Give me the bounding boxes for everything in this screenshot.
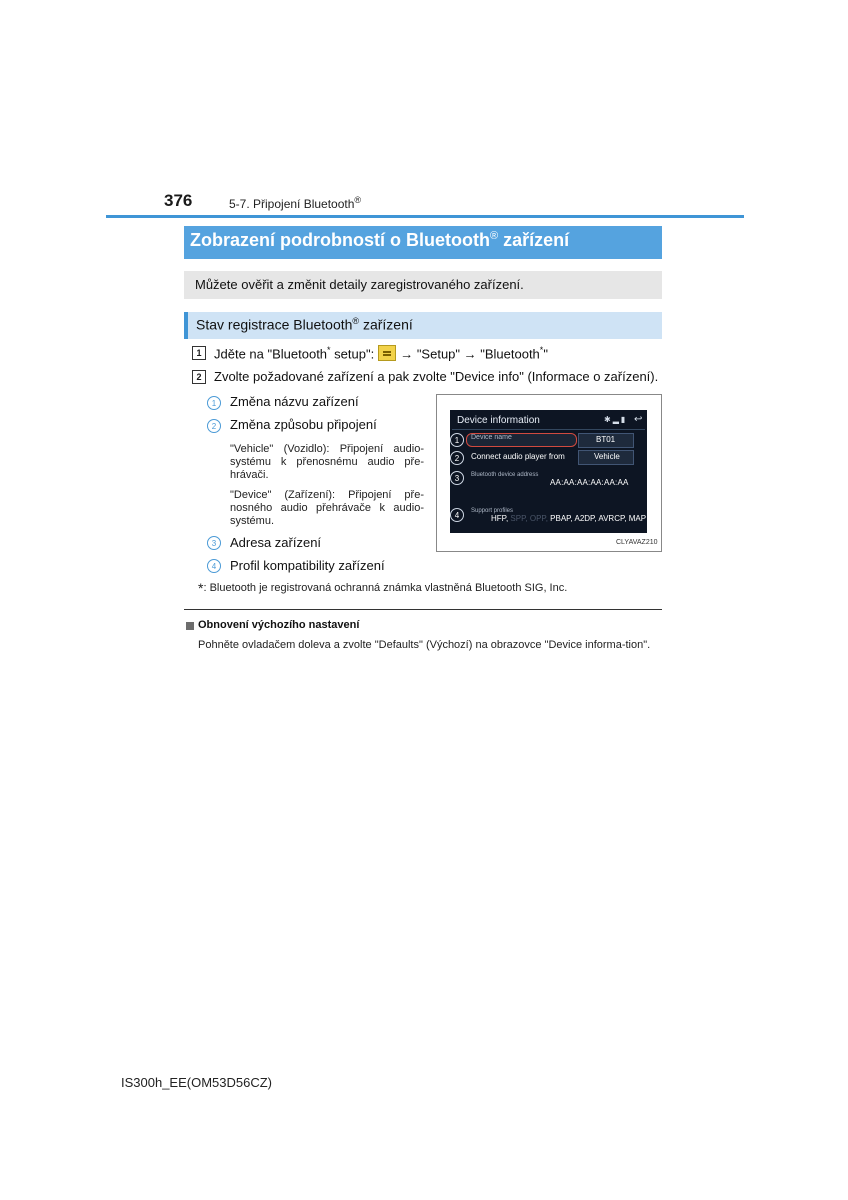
step-number-2: 2 <box>192 370 206 384</box>
subsection-registered-mark: ® <box>352 316 360 326</box>
subsection-title-text: Stav registrace Bluetooth <box>196 316 353 333</box>
device-name-value: BT01 <box>596 435 616 444</box>
step-number-1: 1 <box>192 346 206 360</box>
footnote-text: : Bluetooth je registrovaná ochranná známka vlastněná Bluetooth SIG, Inc. <box>203 582 568 594</box>
screen-marker-4: 4 <box>450 508 464 522</box>
item-2-label: Změna způsobu připojení <box>230 417 377 432</box>
device-address-label: Bluetooth device address <box>471 472 539 478</box>
section-title <box>190 230 569 251</box>
defaults-body: Pohněte ovladačem doleva a zvolte "Defaults" (Výchozí) na obrazovce "Device informa-tion". <box>198 639 651 651</box>
device-address-value: AA:AA:AA:AA:AA:AA <box>550 478 629 487</box>
square-bullet-icon <box>186 622 194 630</box>
defaults-title: Obnovení výchozího nastavení <box>198 619 360 631</box>
intro-text: Můžete ověřit a změnit detaily zaregistrovaného zařízení. <box>195 277 524 292</box>
subsection-title-suffix: zařízení <box>359 316 413 333</box>
item-1-label: Změna názvu zařízení <box>230 394 359 409</box>
footer-code: IS300h_EE(OM53D56CZ) <box>121 1075 273 1090</box>
item-4-label: Profil kompatibility zařízení <box>230 558 385 573</box>
screen-title: Device information <box>457 415 540 426</box>
screen-marker-3: 3 <box>450 471 464 485</box>
profiles-active-first: HFP, <box>491 514 509 523</box>
breadcrumb-registered-mark: ® <box>354 195 362 205</box>
support-profiles-value <box>491 514 646 523</box>
item-3-label: Adresa zařízení <box>230 535 322 550</box>
screen-marker-2: 2 <box>450 451 464 465</box>
breadcrumb-text: 5-7. Připojení Bluetooth <box>229 197 355 211</box>
bluetooth-signal-battery-icon: ✱▂▮ <box>604 415 628 424</box>
profiles-active-rest: PBAP, A2DP, AVRCP, MAP <box>547 514 647 523</box>
device-name-label: Device name <box>471 434 512 441</box>
item-number-1: 1 <box>207 396 221 410</box>
step-1-asterisk-a: * <box>327 345 331 355</box>
connect-audio-label: Connect audio player from <box>471 452 565 461</box>
item-number-3: 3 <box>207 536 221 550</box>
step-1-part-d: " <box>543 346 548 362</box>
page-number: 376 <box>164 191 193 210</box>
section-divider <box>184 609 662 610</box>
profiles-inactive: SPP, OPP, <box>508 514 548 523</box>
subsection-title <box>196 316 413 333</box>
vehicle-option-description: "Vehicle" (Vozidlo): Připojení audio-systému k přenosnému audio pře-hrávači. <box>230 443 424 481</box>
section-title-registered-mark: ® <box>489 230 499 242</box>
breadcrumb <box>229 195 361 211</box>
step-1-part-c: → "Setup" → "Bluetooth <box>400 346 540 362</box>
connect-audio-value: Vehicle <box>594 452 620 461</box>
step-1-part-a: Jděte na "Bluetooth <box>214 346 328 362</box>
screen-title-rule <box>452 429 645 430</box>
step-1-part-b: setup": <box>330 346 375 362</box>
subsection-accent <box>184 312 188 339</box>
back-icon: ↩ <box>634 414 643 425</box>
step-1-asterisk-c: * <box>539 345 544 355</box>
footnote-asterisk: * <box>198 580 204 596</box>
footnote <box>198 580 567 596</box>
support-profiles-label: Support profiles <box>471 508 514 514</box>
menu-button-icon <box>378 345 396 361</box>
device-option-description: "Device" (Zařízení): Připojení pře-nosného audio přehrávače k audio-systému. <box>230 489 424 527</box>
section-title-suffix: zařízení <box>498 230 570 250</box>
header-rule <box>106 215 744 218</box>
image-code: CLYAVAZ210 <box>616 539 658 546</box>
section-title-text: Zobrazení podrobností o Bluetooth <box>190 230 490 250</box>
step-2-text: Zvolte požadované zařízení a pak zvolte "Device info" (Informace o zařízení). <box>214 369 659 384</box>
step-1-text <box>214 345 548 361</box>
item-number-2: 2 <box>207 419 221 433</box>
screen-marker-1: 1 <box>450 433 464 447</box>
item-number-4: 4 <box>207 559 221 573</box>
